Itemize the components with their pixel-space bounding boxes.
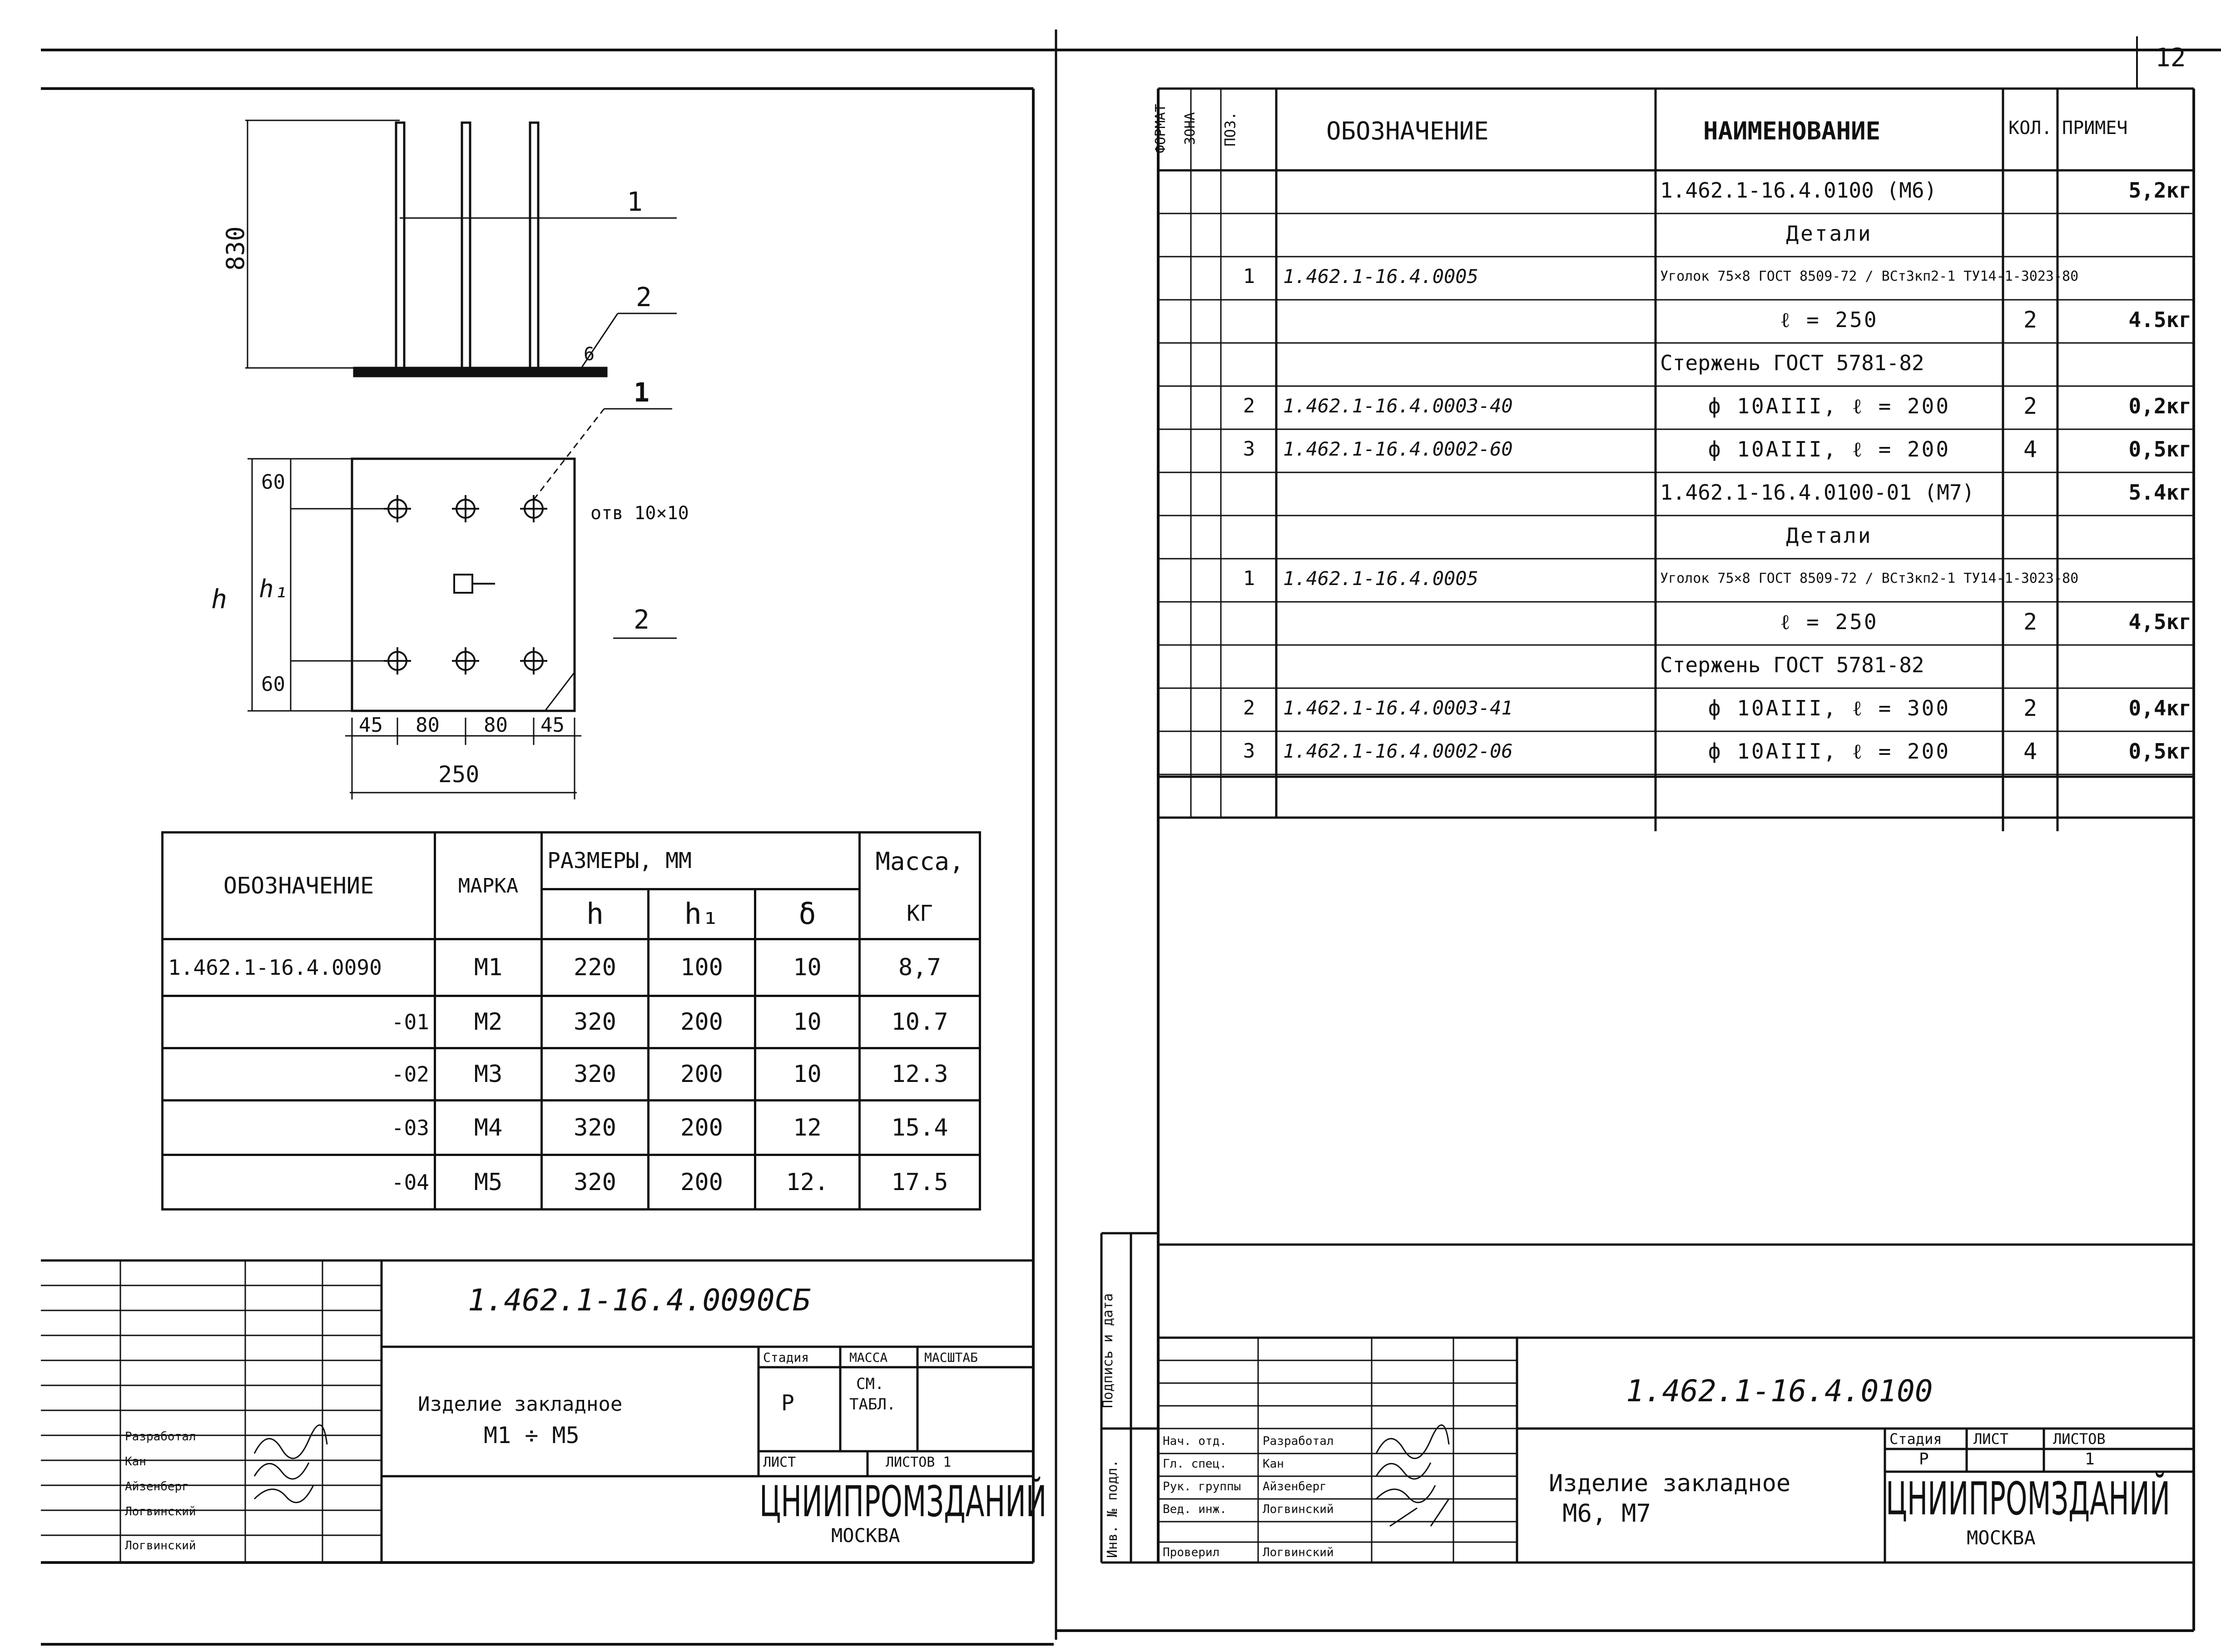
spec-name: Уголок 75×8 ГОСТ 8509-72 / ВСт3кп2-1 ТУ14-1-3023-80 bbox=[1660, 268, 2079, 284]
right-sheet-label: ЛИСТ bbox=[1973, 1430, 2009, 1448]
right-org-logo: ЦНИИПРОМЗДАНИЙ bbox=[1886, 1472, 2170, 1525]
spec-qty: 4 bbox=[2023, 436, 2038, 462]
row-designation: -04 bbox=[163, 1155, 435, 1210]
spec-qty: 2 bbox=[2023, 392, 2038, 419]
col-name: НАИМЕНОВАНИЕ bbox=[1703, 117, 1881, 145]
col-designation: ОБОЗНАЧЕНИЕ bbox=[163, 833, 435, 939]
row-delta: 10 bbox=[755, 939, 860, 996]
left-org-city: МОСКВА bbox=[831, 1524, 900, 1547]
spec-qty: 2 bbox=[2023, 695, 2038, 721]
row-h1: 100 bbox=[649, 939, 755, 996]
col-format: ФОРМАТ bbox=[1153, 104, 1169, 154]
row-mark: М2 bbox=[435, 996, 542, 1048]
callout-2: 2 bbox=[636, 282, 652, 313]
row-mark: М5 bbox=[435, 1155, 542, 1210]
row-mass: 12.3 bbox=[860, 1048, 980, 1101]
spec-pos: 3 bbox=[1243, 739, 1255, 763]
right-sheets-value: 1 bbox=[2085, 1450, 2095, 1468]
row-delta: 10 bbox=[755, 996, 860, 1048]
row-delta: 12 bbox=[755, 1101, 860, 1155]
dim-60-top: 60 bbox=[261, 471, 285, 494]
dim-45-right: 45 bbox=[540, 714, 565, 737]
row-designation: -03 bbox=[163, 1101, 435, 1155]
spec-note: 0,2кг bbox=[2128, 393, 2191, 418]
left-doc-name-2: М1 ÷ М5 bbox=[484, 1422, 580, 1449]
dim-h: h bbox=[211, 584, 227, 615]
left-doc-name-1: Изделие закладное bbox=[418, 1393, 623, 1416]
position-3: Рук. группы bbox=[1163, 1480, 1241, 1493]
spec-name: ℓ = 250 bbox=[1780, 307, 1879, 332]
spec-designation: 1.462.1-16.4.0002-60 bbox=[1283, 437, 1513, 460]
spec-pos: 1 bbox=[1243, 566, 1255, 590]
spec-pos: 2 bbox=[1243, 394, 1255, 417]
left-doc-code: 1.462.1-16.4.0090СБ bbox=[468, 1283, 811, 1318]
spec-qty: 4 bbox=[2023, 738, 2038, 764]
row-mass: 15.4 bbox=[860, 1101, 980, 1155]
spec-name: ф 10АIII, ℓ = 200 bbox=[1708, 739, 1951, 764]
spec-note: 5,2кг bbox=[2128, 178, 2191, 203]
spec-designation: 1.462.1-16.4.0005 bbox=[1283, 567, 1478, 590]
name-3: Айзенберг bbox=[1263, 1480, 1327, 1493]
right-doc-name-1: Изделие закладное bbox=[1549, 1470, 1791, 1497]
left-mass-value-1: СМ. bbox=[856, 1375, 884, 1393]
spec-name: ф 10АIII, ℓ = 200 bbox=[1708, 437, 1951, 461]
col-delta: δ bbox=[755, 889, 860, 939]
spec-pos: 1 bbox=[1243, 264, 1255, 288]
spec-designation: 1.462.1-16.4.0003-41 bbox=[1283, 696, 1513, 719]
spec-name: Детали bbox=[1786, 221, 1873, 246]
row-mark: М3 bbox=[435, 1048, 542, 1101]
right-doc-name-2: М6, М7 bbox=[1562, 1499, 1651, 1528]
spec-name: ф 10АIII, ℓ = 300 bbox=[1708, 695, 1951, 720]
dim-80-left: 80 bbox=[416, 714, 440, 737]
plan-callout-1: 1 bbox=[634, 377, 649, 408]
left-sheets-label: ЛИСТОВ 1 bbox=[886, 1454, 952, 1470]
spec-note: 4,5кг bbox=[2128, 609, 2191, 634]
spec-note: 0,5кг bbox=[2128, 437, 2191, 461]
position-5: Проверил bbox=[1163, 1546, 1220, 1559]
row-h: 320 bbox=[542, 1155, 649, 1210]
right-org-city: МОСКВА bbox=[1967, 1527, 2036, 1549]
row-mark: М4 bbox=[435, 1101, 542, 1155]
row-h: 320 bbox=[542, 1101, 649, 1155]
spec-note: 4.5кг bbox=[2128, 307, 2191, 332]
left-mass-label: МАССА bbox=[849, 1350, 888, 1365]
row-designation: -02 bbox=[163, 1048, 435, 1101]
col-mark: МАРКА bbox=[435, 833, 542, 939]
spec-name: 1.462.1-16.4.0100 (М6) bbox=[1660, 178, 1937, 203]
row-mass: 8,7 bbox=[860, 939, 980, 996]
spec-pos: 3 bbox=[1243, 437, 1255, 461]
col-pos: ПОЗ. bbox=[1221, 111, 1239, 147]
left-scale-label: МАСШТАБ bbox=[924, 1350, 978, 1365]
dim-h1: h₁ bbox=[259, 575, 289, 603]
left-role-1: Разработал bbox=[125, 1430, 196, 1444]
dim-45-left: 45 bbox=[359, 714, 383, 737]
name-1: Разработал bbox=[1263, 1434, 1334, 1448]
spec-name: ℓ = 250 bbox=[1780, 609, 1879, 634]
row-h1: 200 bbox=[649, 1101, 755, 1155]
col-zone: ЗОНА bbox=[1182, 112, 1199, 145]
spec-pos: 2 bbox=[1243, 696, 1255, 719]
row-h: 320 bbox=[542, 1048, 649, 1101]
dim-830: 830 bbox=[221, 226, 250, 271]
row-h: 320 bbox=[542, 996, 649, 1048]
hole-label: отв 10×10 bbox=[590, 503, 689, 524]
spec-name: Стержень ГОСТ 5781-82 bbox=[1660, 652, 1924, 677]
spec-qty: 2 bbox=[2023, 306, 2038, 333]
left-role-4: Логвинский bbox=[125, 1505, 196, 1518]
spec-name: Детали bbox=[1786, 523, 1873, 548]
sheet-number: 12 bbox=[2155, 43, 2186, 73]
name-5: Логвинский bbox=[1263, 1546, 1334, 1559]
col-note: ПРИМЕЧ bbox=[2062, 118, 2128, 139]
left-stage-label: Стадия bbox=[763, 1350, 809, 1365]
col-designation: ОБОЗНАЧЕНИЕ bbox=[1326, 117, 1489, 145]
col-qty: КОЛ. bbox=[2008, 118, 2052, 139]
spec-designation: 1.462.1-16.4.0005 bbox=[1283, 265, 1478, 288]
stamp-inv: Инв. № подл. bbox=[1105, 1459, 1120, 1558]
spec-designation: 1.462.1-16.4.0003-40 bbox=[1283, 394, 1513, 417]
col-h1: h₁ bbox=[649, 889, 755, 939]
right-sheets-label: ЛИСТОВ bbox=[2053, 1430, 2106, 1448]
spec-name: Стержень ГОСТ 5781-82 bbox=[1660, 350, 1924, 375]
left-sheet-label: ЛИСТ bbox=[763, 1454, 796, 1470]
row-designation: -01 bbox=[163, 996, 435, 1048]
left-stage-value: Р bbox=[781, 1390, 794, 1416]
left-role-3: Айзенберг bbox=[125, 1480, 189, 1493]
left-role-2: Кан bbox=[125, 1455, 146, 1468]
col-mass-unit: КГ bbox=[860, 889, 980, 939]
row-h1: 200 bbox=[649, 1155, 755, 1210]
name-4: Логвинский bbox=[1263, 1503, 1334, 1516]
spec-qty: 2 bbox=[2023, 608, 2038, 635]
spec-designation: 1.462.1-16.4.0002-06 bbox=[1283, 739, 1513, 762]
spec-name: 1.462.1-16.4.0100-01 (М7) bbox=[1660, 480, 1975, 505]
right-stage-label: Стадия bbox=[1889, 1430, 1942, 1448]
weld-size: 6 bbox=[584, 344, 595, 365]
position-1: Нач. отд. bbox=[1163, 1434, 1227, 1448]
name-2: Кан bbox=[1263, 1457, 1284, 1471]
spec-name: Уголок 75×8 ГОСТ 8509-72 / ВСт3кп2-1 ТУ14-1-3023-80 bbox=[1660, 570, 2079, 586]
spec-note: 0,5кг bbox=[2128, 739, 2191, 764]
row-h1: 200 bbox=[649, 996, 755, 1048]
left-org-logo: ЦНИИПРОМЗДАНИЙ bbox=[759, 1477, 1047, 1527]
spec-note: 0,4кг bbox=[2128, 695, 2191, 720]
right-stage-value: Р bbox=[1919, 1450, 1929, 1468]
row-mark: М1 bbox=[435, 939, 542, 996]
dim-80-right: 80 bbox=[484, 714, 508, 737]
row-mass: 10.7 bbox=[860, 996, 980, 1048]
row-h: 220 bbox=[542, 939, 649, 996]
stamp-sign-date: Подпись и дата bbox=[1100, 1293, 1116, 1408]
row-designation: 1.462.1-16.4.0090 bbox=[163, 939, 435, 996]
left-mass-value-2: ТАБЛ. bbox=[849, 1395, 896, 1414]
left-role-5: Логвинский bbox=[125, 1539, 196, 1553]
dim-250: 250 bbox=[438, 761, 480, 788]
row-h1: 200 bbox=[649, 1048, 755, 1101]
spec-note: 5.4кг bbox=[2128, 480, 2191, 505]
callout-1: 1 bbox=[627, 186, 643, 217]
row-delta: 10 bbox=[755, 1048, 860, 1101]
position-4: Вед. инж. bbox=[1163, 1503, 1227, 1516]
position-2: Гл. спец. bbox=[1163, 1457, 1227, 1471]
col-mass: Масса, bbox=[860, 833, 980, 889]
col-h: h bbox=[542, 889, 649, 939]
row-mass: 17.5 bbox=[860, 1155, 980, 1210]
row-delta: 12. bbox=[755, 1155, 860, 1210]
right-doc-code: 1.462.1-16.4.0100 bbox=[1626, 1374, 1933, 1409]
col-dims: РАЗМЕРЫ, ММ bbox=[542, 833, 860, 889]
spec-name: ф 10АIII, ℓ = 200 bbox=[1708, 393, 1951, 418]
dim-60-bottom: 60 bbox=[261, 673, 285, 696]
plan-callout-2: 2 bbox=[634, 604, 649, 635]
